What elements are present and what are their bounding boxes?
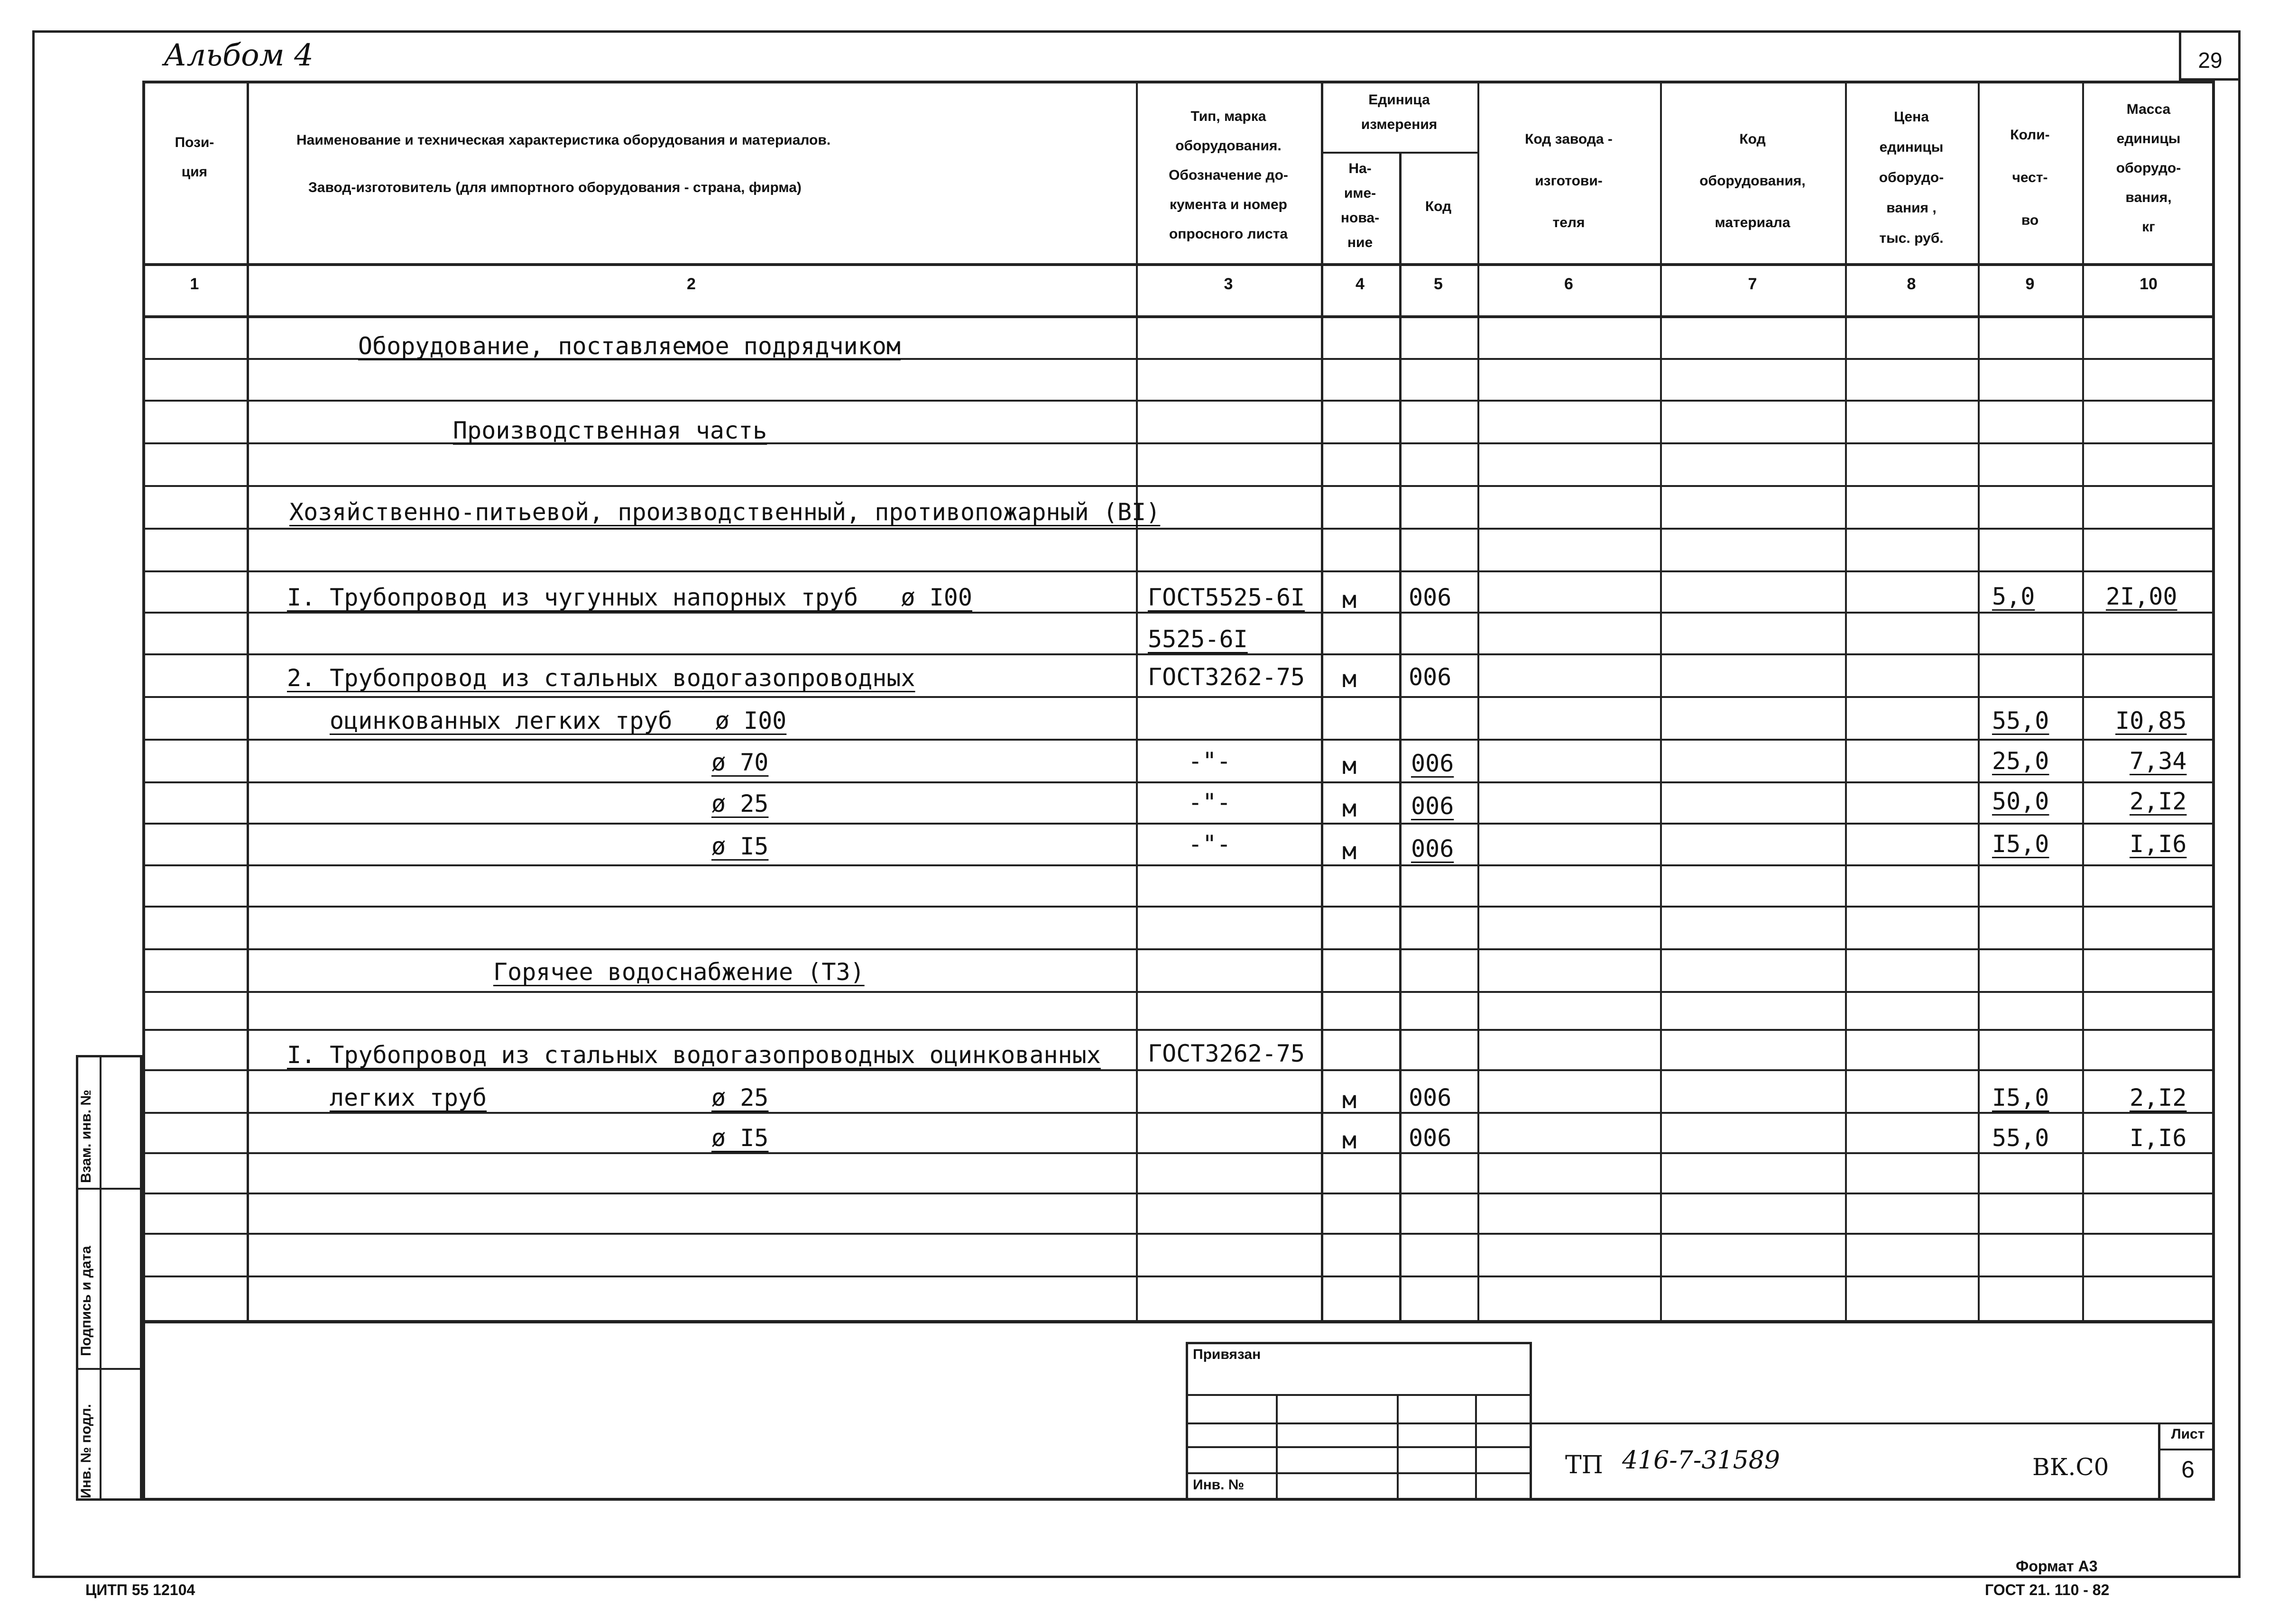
header-price: Цена единицы оборудо- вания , тыс. руб. (1879, 109, 1944, 246)
item-code: 006 (1409, 1124, 1452, 1152)
drawing-code: ВК.С0 (2032, 1453, 2109, 1481)
col-divider (1660, 81, 1662, 1323)
item-code: 006 (1409, 584, 1452, 611)
privyazan-line (1186, 1422, 1532, 1424)
item-mass: 2,I2 (2130, 788, 2187, 815)
item-mass: 2I,00 (2106, 583, 2177, 610)
sheet-box-line (2158, 1449, 2215, 1450)
privyazan-line (1186, 1394, 1532, 1396)
item-qty: 55,0 (1992, 707, 2049, 734)
item-qty: I5,0 (1992, 1084, 2049, 1111)
col-divider (2082, 81, 2084, 1323)
item-mass: I0,85 (2115, 707, 2187, 734)
header-name-line2: Завод-изготовитель (для импортного оборудования - страна, фирма) (308, 180, 802, 195)
section-title: Хозяйственно-питьевой, производственный, противопожарный (BI) (289, 498, 1161, 526)
row-line (142, 1233, 2215, 1235)
unit-header-divider (1321, 152, 1477, 154)
sheet-box-divider (2158, 1422, 2160, 1501)
spec-table (142, 81, 2215, 1323)
designation-line (1532, 1422, 2215, 1424)
item-code: 006 (1411, 835, 1454, 862)
item-mass: I,I6 (2130, 830, 2187, 858)
item-doc: -"- (1188, 830, 1231, 858)
header-name-line1: Наименование и техническая характеристика оборудования и материалов. (296, 132, 831, 148)
header-plant-code: Код завода - изготови- теля (1525, 131, 1613, 230)
item-name: оцинкованных легких труб ø I00 (330, 707, 787, 734)
col-number: 10 (2140, 275, 2158, 293)
tp-number: 416-7-31589 (1622, 1446, 1780, 1475)
row-line (142, 528, 2215, 530)
col-divider (1477, 81, 1479, 1323)
header-mass: Масса единицы оборудо- вания, кг (2116, 101, 2181, 235)
section-title: Оборудование, поставляемое подрядчиком (358, 332, 901, 360)
col-divider (1321, 81, 1323, 1323)
side-stamp-divider (76, 1368, 142, 1370)
album-label: Альбом 4 (164, 38, 314, 73)
item-qty: 55,0 (1992, 1124, 2049, 1152)
row-line (142, 823, 2215, 825)
row-line (142, 906, 2215, 908)
tp-prefix: ТП (1565, 1451, 1604, 1479)
row-line (142, 1275, 2215, 1277)
item-doc: ГОСТ5525-6I (1148, 584, 1305, 611)
row-line (142, 485, 2215, 487)
item-code: 006 (1409, 1084, 1452, 1111)
item-doc: -"- (1188, 789, 1231, 816)
item-unit: м (1342, 586, 1357, 614)
privyazan-line (1186, 1472, 1532, 1474)
col-divider (1845, 81, 1847, 1323)
row-line (142, 653, 2215, 655)
col-number: 2 (687, 275, 696, 293)
col-divider (247, 81, 249, 1323)
header-type: Тип, марка оборудования. Обозначение до- кумента и номер опросного листа (1169, 109, 1288, 242)
page-number: 29 (2198, 48, 2223, 73)
footer-left: ЦИТП 55 12104 (85, 1581, 195, 1598)
row-line (142, 1152, 2215, 1154)
col-number: 1 (190, 275, 199, 293)
item-unit: м (1342, 1086, 1357, 1114)
item-name: 2. Трубопровод из стальных водогазопроводных (287, 664, 915, 692)
row-line (142, 948, 2215, 950)
col-number: 4 (1356, 275, 1365, 293)
header-quantity: Коли- чест- во (2010, 127, 2050, 228)
col-number: 5 (1434, 275, 1443, 293)
item-mass: I,I6 (2130, 1124, 2187, 1152)
item-unit: м (1342, 795, 1357, 822)
item-name: легких труб (330, 1084, 487, 1111)
side-stamp-divider (76, 1188, 142, 1190)
section-title: Горячее водоснабжение (Т3) (493, 958, 865, 986)
col-divider (1136, 81, 1138, 1323)
row-line (142, 991, 2215, 993)
row-line (142, 1193, 2215, 1194)
item-diameter: ø I5 (711, 833, 769, 860)
sheet-number: 6 (2181, 1456, 2195, 1483)
item-qty: 25,0 (1992, 747, 2049, 775)
side-label-podpis: Подпись и дата (78, 1246, 94, 1356)
item-mass: 7,34 (2130, 747, 2187, 775)
item-code: 006 (1411, 792, 1454, 820)
item-unit: м (1342, 665, 1357, 693)
header-unit: Единица измерения (1361, 92, 1438, 132)
item-doc: ГОСТ3262-75 (1148, 663, 1305, 691)
row-line (142, 1112, 2215, 1114)
row-line (142, 1029, 2215, 1031)
privyazan-col (1397, 1394, 1399, 1501)
col-number: 8 (1907, 275, 1916, 293)
col-number: 3 (1224, 275, 1233, 293)
footer-gost: ГОСТ 21. 110 - 82 (1985, 1581, 2110, 1598)
privyazan-col (1475, 1394, 1477, 1501)
row-line (142, 696, 2215, 698)
col-divider (1399, 152, 1402, 1323)
colnum-bottom (142, 315, 2215, 318)
item-diameter: ø 25 (711, 790, 769, 817)
item-name: I. Трубопровод из чугунных напорных труб ø I00 (287, 584, 972, 611)
side-label-inv: Инв. № подл. (78, 1404, 94, 1498)
item-mass: 2,I2 (2130, 1084, 2187, 1111)
item-unit: м (1342, 1127, 1357, 1154)
privyazan-label: Привязан (1193, 1347, 1261, 1362)
side-stamp-divider (100, 1055, 101, 1501)
item-doc: 5525-6I (1148, 625, 1248, 653)
footer-format: Формат А3 (2016, 1558, 2098, 1575)
header-unit-code: Код (1425, 199, 1452, 214)
item-name: I. Трубопровод из стальных водогазопроводных оцинкованных (287, 1041, 1101, 1069)
row-line (142, 1069, 2215, 1071)
side-label-vzam: Взам. инв. № (78, 1090, 94, 1183)
header-bottom (142, 263, 2215, 266)
row-line (142, 781, 2215, 783)
item-qty: 5,0 (1992, 583, 2035, 610)
item-qty: I5,0 (1992, 830, 2049, 858)
item-diameter: ø I5 (711, 1124, 769, 1152)
row-line (142, 612, 2215, 614)
item-qty: 50,0 (1992, 788, 2049, 815)
header-unit-name: На- име- нова- ние (1340, 161, 1380, 250)
col-number: 7 (1748, 275, 1757, 293)
col-number: 9 (2025, 275, 2035, 293)
sheet-label: Лист (2171, 1426, 2205, 1442)
privyazan-line (1186, 1446, 1532, 1448)
row-line (142, 864, 2215, 866)
row-line (142, 570, 2215, 572)
item-doc: -"- (1188, 747, 1231, 775)
row-line (142, 739, 2215, 741)
col-divider (1978, 81, 1980, 1323)
item-diameter: ø 25 (711, 1084, 769, 1111)
inv-no-label: Инв. № (1193, 1477, 1245, 1493)
header-equip-code: Код оборудования, материала (1699, 131, 1806, 230)
item-unit: м (1342, 837, 1357, 865)
col-number: 6 (1564, 275, 1573, 293)
privyazan-col (1276, 1394, 1278, 1501)
header-position: Пози- ция (175, 135, 214, 180)
section-title: Производственная часть (453, 417, 767, 444)
item-code: 006 (1409, 663, 1452, 691)
item-unit: м (1342, 752, 1357, 780)
item-code: 006 (1411, 750, 1454, 777)
title-area (142, 1321, 2215, 1501)
item-doc: ГОСТ3262-75 (1148, 1040, 1305, 1067)
item-diameter: ø 70 (711, 749, 769, 776)
row-line (142, 400, 2215, 402)
